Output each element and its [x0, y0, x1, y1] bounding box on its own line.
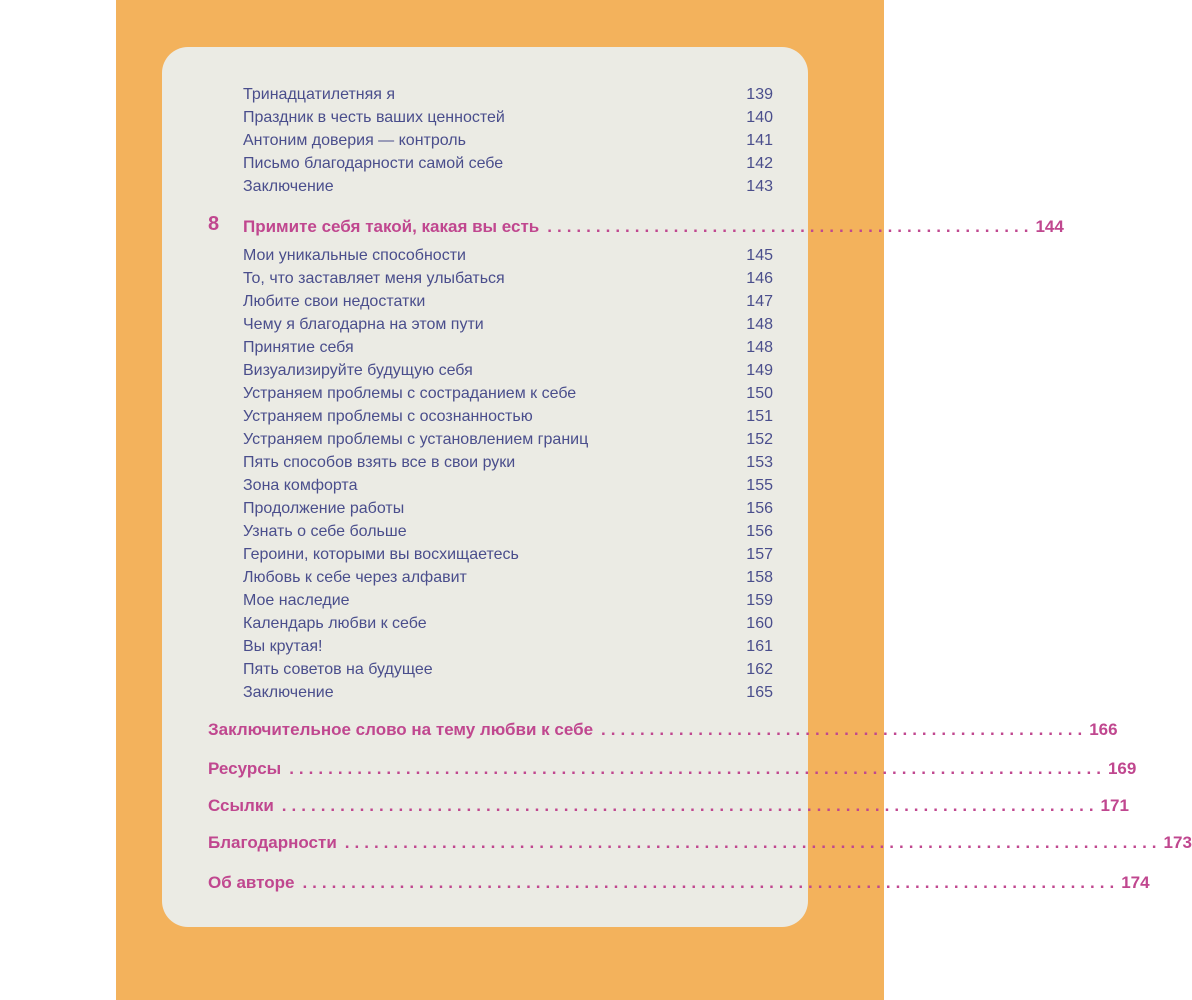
- toc-entry: [243, 682, 773, 704]
- chapter-number: 8: [208, 213, 220, 235]
- toc-entry: [243, 429, 773, 451]
- toc-entry: [243, 291, 773, 313]
- toc-entry-title: Вы крутая!: [243, 638, 323, 655]
- section-title: Благодарности: [208, 833, 337, 852]
- toc-entry-page: 155: [746, 477, 773, 494]
- toc-entry: [243, 567, 773, 589]
- toc-entry-title: То, что заставляет меня улыбаться: [243, 270, 505, 287]
- toc-entry: [243, 360, 773, 382]
- toc-entry: [243, 475, 773, 497]
- toc-entry: [243, 268, 773, 290]
- dot-leader: ..................................................: [601, 720, 1088, 739]
- dot-leader: ....................................................................................: [281, 796, 1099, 815]
- toc-entry: [243, 613, 773, 635]
- section-page: 171: [1100, 796, 1129, 815]
- toc-entry-page: 156: [746, 500, 773, 517]
- toc-entry-page: 160: [746, 615, 773, 632]
- toc-entry: [243, 337, 773, 359]
- section-title: Ссылки: [208, 796, 274, 815]
- toc-entry-title: Календарь любви к себе: [243, 615, 427, 632]
- section-heading: [208, 870, 1150, 896]
- toc-entry: [243, 153, 773, 175]
- toc-entry-title: Тринадцатилетняя я: [243, 86, 396, 103]
- toc-entry: [243, 314, 773, 336]
- toc-entry-title: Устраняем проблемы с установлением границ: [243, 431, 589, 448]
- toc-entry-page: 148: [746, 339, 773, 356]
- toc-entry: [243, 498, 773, 520]
- toc-entry-title: Продолжение работы: [243, 500, 405, 517]
- toc-entry-title: Заключение: [243, 684, 334, 701]
- toc-entry-title: Героини, которыми вы восхищаетесь: [243, 546, 519, 563]
- toc-entry-page: 161: [746, 638, 773, 655]
- dot-leader: ....................................................................................: [302, 873, 1120, 892]
- section-heading: [208, 717, 1118, 743]
- toc-entry: [243, 521, 773, 543]
- toc-entry-page: 146: [746, 270, 773, 287]
- toc-entry-page: 153: [746, 454, 773, 471]
- toc-entry-page: 141: [746, 132, 773, 149]
- section-page: 173: [1163, 833, 1192, 852]
- toc-entry-title: Письмо благодарности самой себе: [243, 155, 504, 172]
- section-page: 169: [1107, 759, 1137, 778]
- section-heading: [208, 793, 1129, 819]
- toc-entry-title: Устраняем проблемы с состраданием к себе: [243, 385, 577, 402]
- section-title: Ресурсы: [208, 759, 282, 778]
- toc-entry-page: 162: [746, 661, 773, 678]
- chapter-page: 144: [1035, 217, 1064, 236]
- toc-entry-page: 147: [746, 293, 773, 310]
- section-heading: [208, 830, 1192, 856]
- toc-entry-page: 156: [746, 523, 773, 540]
- toc-entry: [243, 406, 773, 428]
- toc-entry-title: Чему я благодарна на этом пути: [243, 316, 484, 333]
- toc-entry-title: Любовь к себе через алфавит: [243, 569, 467, 586]
- section-heading: [208, 756, 1137, 782]
- toc-entry-title: Антоним доверия — контроль: [243, 132, 466, 149]
- toc-entry: [243, 130, 773, 152]
- toc-entry-page: 143: [746, 178, 773, 195]
- toc-entry-page: 157: [746, 546, 773, 563]
- dot-leader: ....................................................................................: [344, 833, 1162, 852]
- toc-entry: [243, 590, 773, 612]
- toc-entry-page: 152: [746, 431, 773, 448]
- toc-entry-page: 159: [746, 592, 773, 609]
- toc-entry: [243, 659, 773, 681]
- toc-entry: [243, 176, 773, 198]
- toc-entry: [243, 544, 773, 566]
- toc-entry-page: 149: [746, 362, 773, 379]
- chapter-heading: [243, 214, 1064, 240]
- section-page: 174: [1121, 873, 1150, 892]
- toc-entry-title: Пять советов на будущее: [243, 661, 433, 678]
- toc-entry-page: 165: [746, 684, 773, 701]
- toc-entry-title: Любите свои недостатки: [243, 293, 426, 310]
- toc-entry-page: 142: [746, 155, 773, 172]
- section-title: Об авторе: [208, 873, 295, 892]
- toc-entry-page: 148: [746, 316, 773, 333]
- toc-entry-title: Узнать о себе больше: [243, 523, 407, 540]
- toc-entry: [243, 245, 773, 267]
- section-page: 166: [1089, 720, 1118, 739]
- toc-entry-title: Мое наследие: [243, 592, 350, 609]
- toc-entry-title: Визуализируйте будущую себя: [243, 362, 473, 379]
- toc-entry-title: Пять способов взять все в свои руки: [243, 454, 516, 471]
- toc-entry-title: Принятие себя: [243, 339, 354, 356]
- toc-entry: [243, 84, 773, 106]
- toc-entry-title: Заключение: [243, 178, 334, 195]
- dot-leader: ..................................................: [547, 217, 1034, 236]
- toc-entry-page: 158: [746, 569, 773, 586]
- toc-entry-title: Устраняем проблемы с осознанностью: [243, 408, 533, 425]
- toc-entry-title: Праздник в честь ваших ценностей: [243, 109, 505, 126]
- toc-entry: [243, 107, 773, 129]
- toc-entry-title: Мои уникальные способности: [243, 247, 466, 264]
- toc-entry: [243, 452, 773, 474]
- toc-entry: [243, 636, 773, 658]
- toc-entry-page: 150: [746, 385, 773, 402]
- section-title: Заключительное слово на тему любви к себе: [208, 720, 594, 739]
- toc-entry-page: 145: [746, 247, 773, 264]
- toc-entry-page: 139: [746, 86, 773, 103]
- toc-entry-page: 140: [746, 109, 773, 126]
- toc-entry-page: 151: [746, 408, 773, 425]
- dot-leader: ....................................................................................: [289, 759, 1106, 778]
- toc-entry: [243, 383, 773, 405]
- toc-entry-title: Зона комфорта: [243, 477, 358, 494]
- chapter-title: Примите себя такой, какая вы есть: [243, 217, 540, 236]
